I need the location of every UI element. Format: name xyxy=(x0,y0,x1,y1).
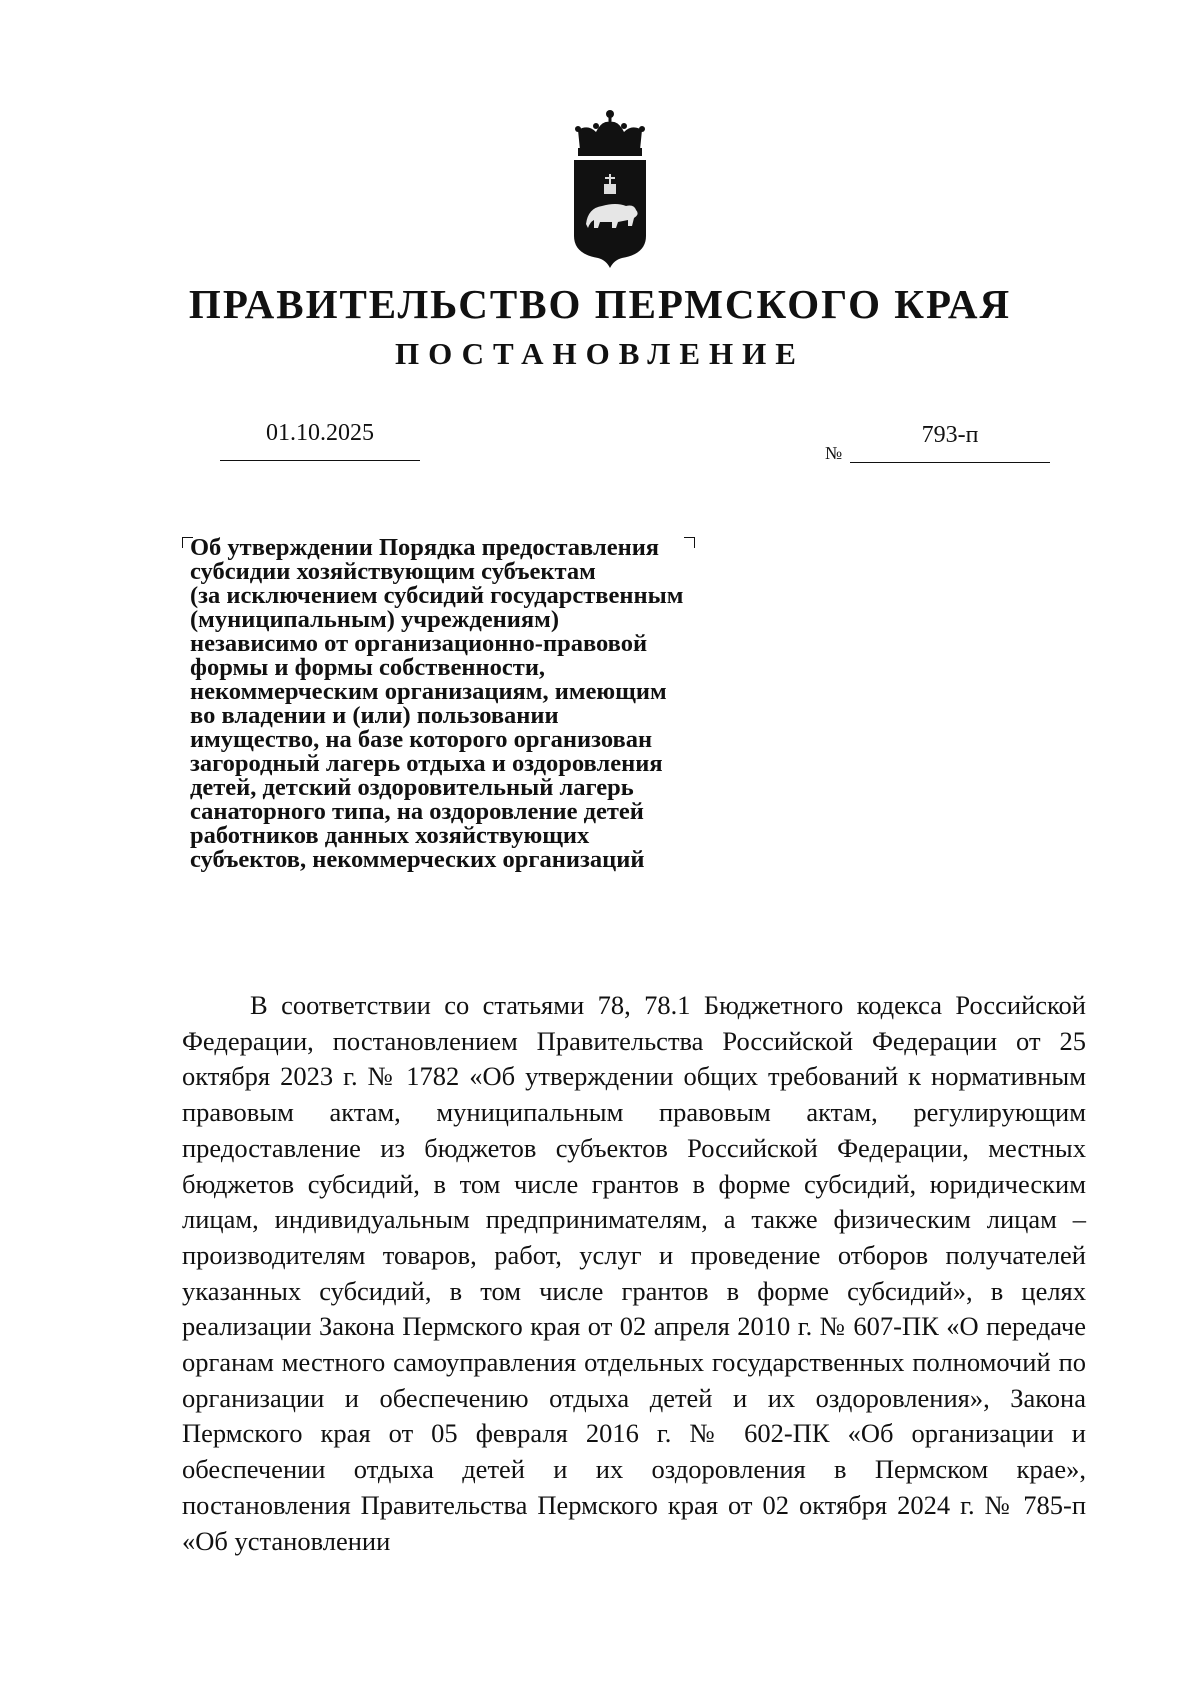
document-subject: Об утверждении Порядка предоставления субсидии хозяйствующим субъектам (за исключением субсидий государственным (муниципальным) учреждениям) независимо от организационно-правовой формы и формы собственности, некоммерческим организациям, имеющим во владении и (или) пользовании имущество, на базе которого организован загородный лагерь отдыха и оздоровления детей, детский оздоровительный лагерь санаторного типа, на оздоровление детей работников данных хозяйствующих субъектов, некоммерческих организаций xyxy=(190,534,684,873)
perm-krai-coat-of-arms-icon xyxy=(560,108,660,268)
number-sign: № xyxy=(825,443,843,463)
number-underline xyxy=(850,462,1050,463)
document-number: 793-п xyxy=(921,422,979,448)
body-paragraph: В соответствии со статьями 78, 78.1 Бюджетного кодекса Российской Федерации, постановлением Правительства Российской Федерации от 25 октября 2023 г. № 1782 «Об утверждении общих требований к нормативным правовым актам, муниципальным правовым актам, регулирующим предоставление из бюджетов субъектов Российской Федерации, местных бюджетов субсидий, в том числе грантов в форме субсидий, юридическим лицам, индивидуальным предпринимателям, а также физическим лицам – производителям товаров, работ, услуг и проведение отборов получателей указанных субсидий, в том числе грантов в форме субсидий», в целях реализации Закона Пермского края от 02 апреля 2010 г. № 607-ПК «О передаче органам местного самоуправления отдельных государственных полномочий по организации и обеспечению отдыха детей и их оздоровления», Закона Пермского края от 05 февраля 2016 г. № 602-ПК «Об организации и обеспечении отдыха детей и их оздоровления в Пермском крае», постановления Правительства Пермского края от 02 октября 2024 г. № 785-п «Об установлении xyxy=(182,990,1086,1556)
document-type-heading: ПОСТАНОВЛЕНИЕ xyxy=(395,336,805,371)
date-underline xyxy=(220,460,420,461)
document-date: 01.10.2025 xyxy=(266,420,374,446)
organization-title: ПРАВИТЕЛЬСТВО ПЕРМСКОГО КРАЯ xyxy=(188,281,1012,327)
